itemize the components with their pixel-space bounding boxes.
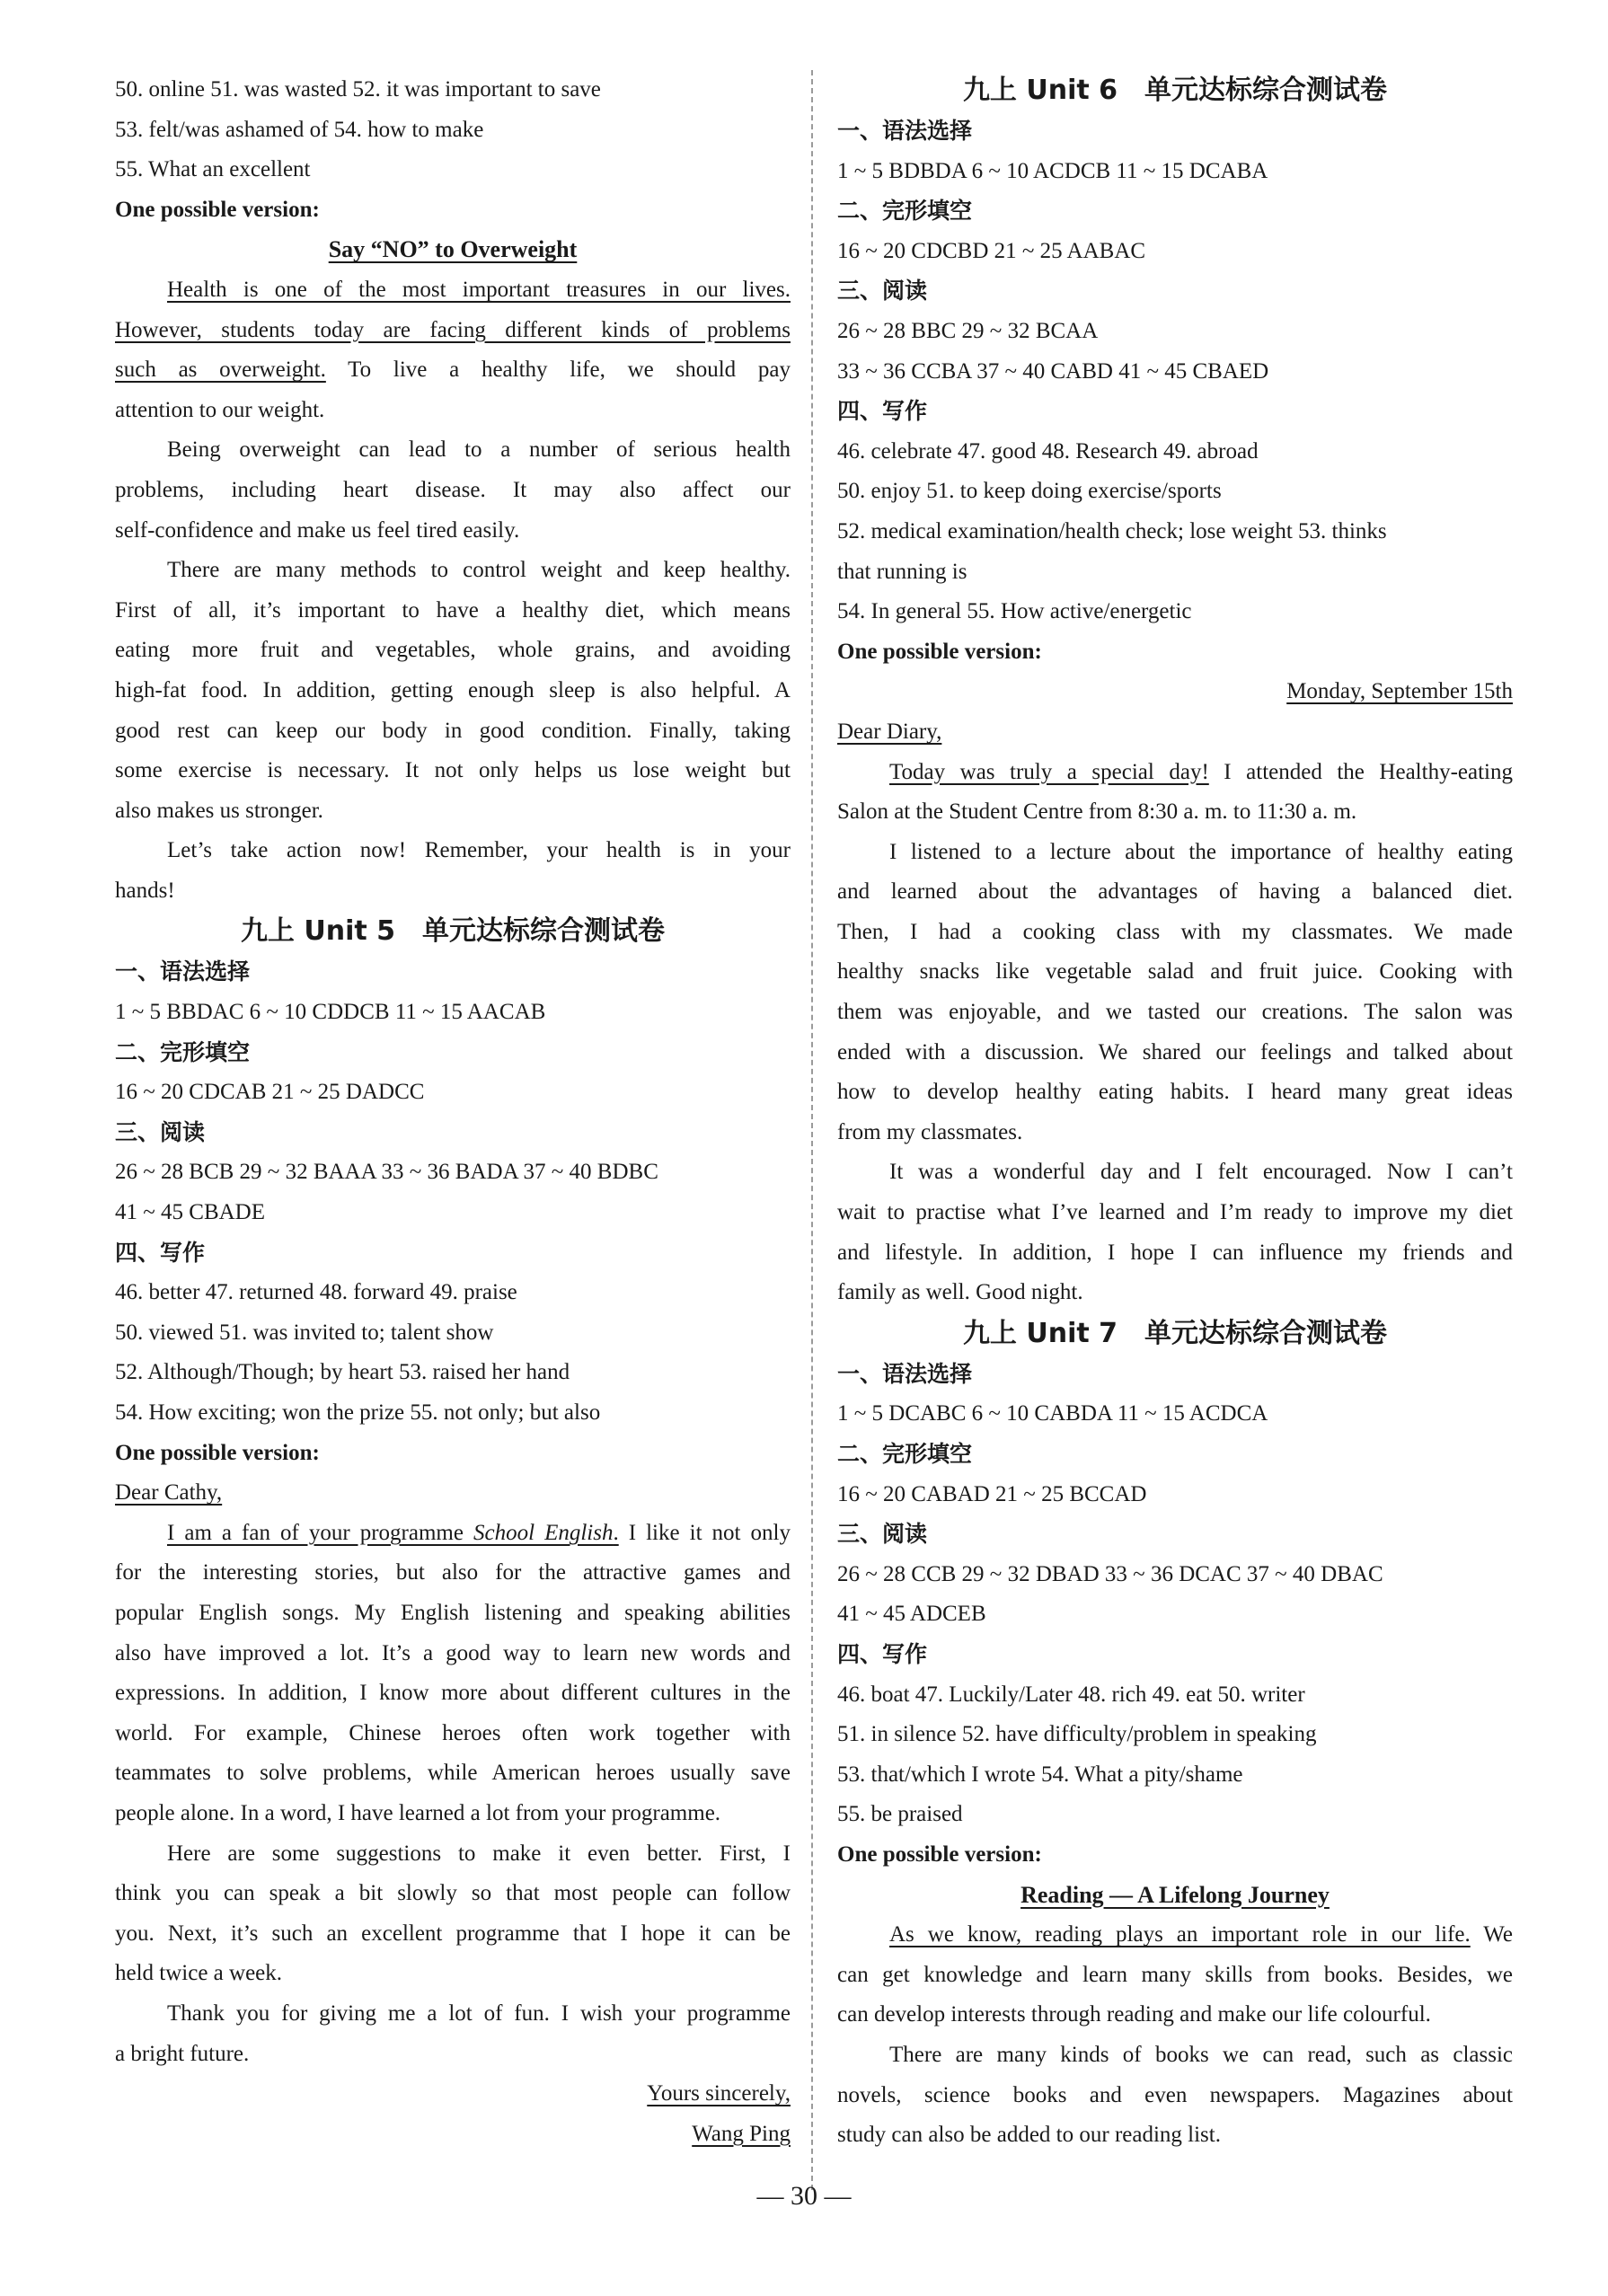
essay-line: Here are some suggestions to make it even better. First, I — [167, 1841, 791, 1866]
essay-line: them was enjoyable, and we tasted our creations. The salon was — [837, 1000, 1513, 1025]
page-number: — 30 — — [756, 2181, 852, 2211]
essay-line: world. For example, Chinese heroes often work together with — [115, 1720, 791, 1745]
essay-line: think you can speak a bit slowly so that most people can follow — [115, 1881, 791, 1906]
essay-line: healthy snacks like vegetable salad and fruit juice. Cooking with — [837, 959, 1513, 985]
answer-line: 46. boat 47. Luckily/Later 48. rich 49. eat 50. writer — [837, 1682, 1305, 1707]
answer-line: 53. felt/was ashamed of 54. how to make — [115, 117, 484, 142]
essay-line: study can also be added to our reading list. — [837, 2123, 1221, 2148]
essay-line: Health is one of the most important treasures in our lives. — [167, 277, 791, 302]
section-heading: 一、语法选择 — [837, 1360, 973, 1387]
answer-line: 50. viewed 51. was invited to; talent show — [115, 1320, 494, 1345]
essay-line: hands! — [115, 878, 175, 903]
answer-line: 52. Although/Though; by heart 53. raised her hand — [115, 1360, 570, 1385]
answer-line: 41 ~ 45 CBADE — [115, 1200, 266, 1225]
essay-line: ended with a discussion. We shared our feelings and talked about — [837, 1039, 1513, 1064]
essay-line: self-confidence and make us feel tired easily. — [115, 517, 520, 543]
diary-date: Monday, September 15th — [1286, 679, 1513, 704]
essay-line: how to develop healthy eating habits. I heard many great ideas — [837, 1080, 1513, 1105]
unit-6-title: 九上 Unit 6 单元达标综合测试卷 — [962, 75, 1388, 106]
section-heading: 二、完形填空 — [837, 1441, 973, 1467]
answer-line: 1 ~ 5 BBDAC 6 ~ 10 CDDCB 11 ~ 15 AACAB — [115, 1000, 546, 1025]
essay-line: It was a wonderful day and I felt encouraged. Now I can’t — [889, 1160, 1513, 1185]
essay-line: such as overweight. To live a healthy life, we should pay — [115, 358, 791, 383]
unit-7-title: 九上 Unit 7 单元达标综合测试卷 — [962, 1317, 1388, 1349]
essay-line: from my classmates. — [837, 1119, 1023, 1144]
answer-line: 41 ~ 45 ADCEB — [837, 1602, 986, 1627]
section-heading: 四、写作 — [837, 1640, 928, 1667]
essay-line: expressions. In addition, I know more about different cultures in the — [115, 1681, 791, 1706]
section-heading: 四、写作 — [115, 1239, 206, 1266]
essay-line: teammates to solve problems, while American heroes usually save — [115, 1761, 791, 1786]
essay-title: Reading — A Lifelong Journey — [1020, 1881, 1330, 1908]
answer-line: 26 ~ 28 BBC 29 ~ 32 BCAA — [837, 318, 1099, 343]
essay-title: Say “NO” to Overweight — [328, 236, 578, 263]
answer-line: 1 ~ 5 BDBDA 6 ~ 10 ACDCB 11 ~ 15 DCABA — [837, 158, 1268, 183]
essay-label: One possible version: — [837, 639, 1042, 664]
salutation: Dear Diary, — [837, 719, 942, 744]
essay-line: also have improved a lot. It’s a good way to learn new words and — [115, 1640, 791, 1665]
essay-line: Thank you for giving me a lot of fun. I wish your programme — [167, 2000, 791, 2026]
answer-line: 16 ~ 20 CDCAB 21 ~ 25 DADCC — [115, 1080, 425, 1105]
section-heading: 三、阅读 — [115, 1118, 206, 1145]
answer-line: 55. be praised — [837, 1802, 963, 1827]
essay-line: some exercise is necessary. It not only helps us lose weight but — [115, 758, 791, 783]
essay-line: held twice a week. — [115, 1961, 283, 1986]
essay-line: can get knowledge and learn many skills from books. Besides, we — [837, 1962, 1513, 1987]
unit-5-title: 九上 Unit 5 单元达标综合测试卷 — [240, 915, 666, 948]
essay-line: Today was truly a special day! I attended the Healthy-eating — [889, 759, 1513, 784]
answer-line: 16 ~ 20 CDCBD 21 ~ 25 AABAC — [837, 238, 1146, 263]
essay-line: and learned about the advantages of having a balanced diet. — [837, 879, 1513, 905]
answer-line: 46. better 47. returned 48. forward 49. praise — [115, 1280, 517, 1305]
essay-line: However, students today are facing different kinds of problems — [115, 317, 791, 342]
essay-line: Then, I had a cooking class with my classmates. We made — [837, 919, 1513, 944]
section-heading: 一、语法选择 — [115, 958, 251, 985]
essay-line: good rest can keep our body in good condition. Finally, taking — [115, 718, 791, 743]
essay-line: attention to our weight. — [115, 397, 325, 422]
essay-line: novels, science books and even newspapers. Magazines about — [837, 2082, 1513, 2107]
essay-line: eating more fruit and vegetables, whole grains, and avoiding — [115, 638, 791, 663]
essay-line: you. Next, it’s such an excellent programme that I hope it can be — [115, 1921, 791, 1946]
answer-line: 54. In general 55. How active/energetic — [837, 599, 1192, 624]
essay-line: family as well. Good night. — [837, 1280, 1083, 1305]
answer-line: 1 ~ 5 DCABC 6 ~ 10 CABDA 11 ~ 15 ACDCA — [837, 1401, 1268, 1426]
essay-line: and lifestyle. In addition, I hope I can influence my friends and — [837, 1240, 1513, 1265]
answer-line: 53. that/which I wrote 54. What a pity/shame — [837, 1762, 1243, 1787]
essay-line: There are many kinds of books we can read, such as classic — [889, 2042, 1513, 2067]
essay-line: wait to practise what I’ve learned and I’m ready to improve my diet — [837, 1200, 1513, 1225]
essay-label: One possible version: — [837, 1841, 1042, 1867]
essay-line: Being overweight can lead to a number of serious health — [167, 437, 791, 463]
essay-line: I am a fan of your programme School English. I like it not only — [167, 1520, 791, 1545]
essay-line: a bright future. — [115, 2041, 250, 2066]
essay-line: First of all, it’s important to have a healthy diet, which means — [115, 597, 791, 623]
essay-label: One possible version: — [115, 197, 320, 222]
right-column — [837, 70, 1513, 2156]
essay-line: popular English songs. My English listening and speaking abilities — [115, 1600, 791, 1625]
signature: Wang Ping — [692, 2121, 791, 2146]
section-heading: 二、完形填空 — [837, 198, 973, 225]
essay-line: Let’s take action now! Remember, your health is in your — [167, 838, 791, 863]
essay-line: I listened to a lecture about the importance of healthy eating — [889, 839, 1513, 864]
essay-line: As we know, reading plays an important role in our life. We — [889, 1922, 1513, 1947]
answer-line: 26 ~ 28 BCB 29 ~ 32 BAAA 33 ~ 36 BADA 37 ~ 40 BDBC — [115, 1160, 658, 1185]
answer-line: 54. How exciting; won the prize 55. not only; but also — [115, 1400, 601, 1425]
answer-line: 52. medical examination/health check; lose weight 53. thinks — [837, 518, 1387, 543]
answer-line: 50. enjoy 51. to keep doing exercise/sports — [837, 479, 1222, 504]
answer-line: that running is — [837, 559, 967, 584]
answer-line: 33 ~ 36 CCBA 37 ~ 40 CABD 41 ~ 45 CBAED — [837, 358, 1269, 384]
answer-line: 50. online 51. was wasted 52. it was important to save — [115, 77, 601, 102]
answer-line: 51. in silence 52. have difficulty/problem in speaking — [837, 1722, 1317, 1747]
section-heading: 三、阅读 — [837, 278, 928, 305]
left-column — [115, 70, 791, 2154]
essay-line: also makes us stronger. — [115, 798, 323, 823]
essay-line: for the interesting stories, but also for the attractive games and — [115, 1560, 791, 1585]
essay-line: high-fat food. In addition, getting enough sleep is also helpful. A — [115, 677, 791, 702]
section-heading: 三、阅读 — [837, 1521, 928, 1548]
answer-line: 16 ~ 20 CABAD 21 ~ 25 BCCAD — [837, 1481, 1147, 1506]
essay-line: Salon at the Student Centre from 8:30 a. m. to 11:30 a. m. — [837, 799, 1357, 825]
section-heading: 二、完形填空 — [115, 1038, 251, 1065]
section-heading: 四、写作 — [837, 398, 928, 425]
salutation: Dear Cathy, — [115, 1480, 223, 1506]
essay-line: There are many methods to control weight and keep healthy. — [167, 558, 791, 583]
section-heading: 一、语法选择 — [837, 118, 973, 144]
column-divider — [811, 70, 813, 2190]
essay-line: people alone. In a word, I have learned a lot from your programme. — [115, 1800, 721, 1825]
answer-line: 46. celebrate 47. good 48. Research 49. abroad — [837, 438, 1259, 464]
answer-line: 55. What an excellent — [115, 157, 311, 182]
closing: Yours sincerely, — [647, 2081, 791, 2106]
essay-label: One possible version: — [115, 1440, 320, 1465]
essay-line: can develop interests through reading and make our life colourful. — [837, 2002, 1431, 2027]
essay-line: problems, including heart disease. It may also affect our — [115, 477, 791, 502]
answer-line: 26 ~ 28 CCB 29 ~ 32 DBAD 33 ~ 36 DCAC 37 ~ 40 DBAC — [837, 1561, 1383, 1586]
